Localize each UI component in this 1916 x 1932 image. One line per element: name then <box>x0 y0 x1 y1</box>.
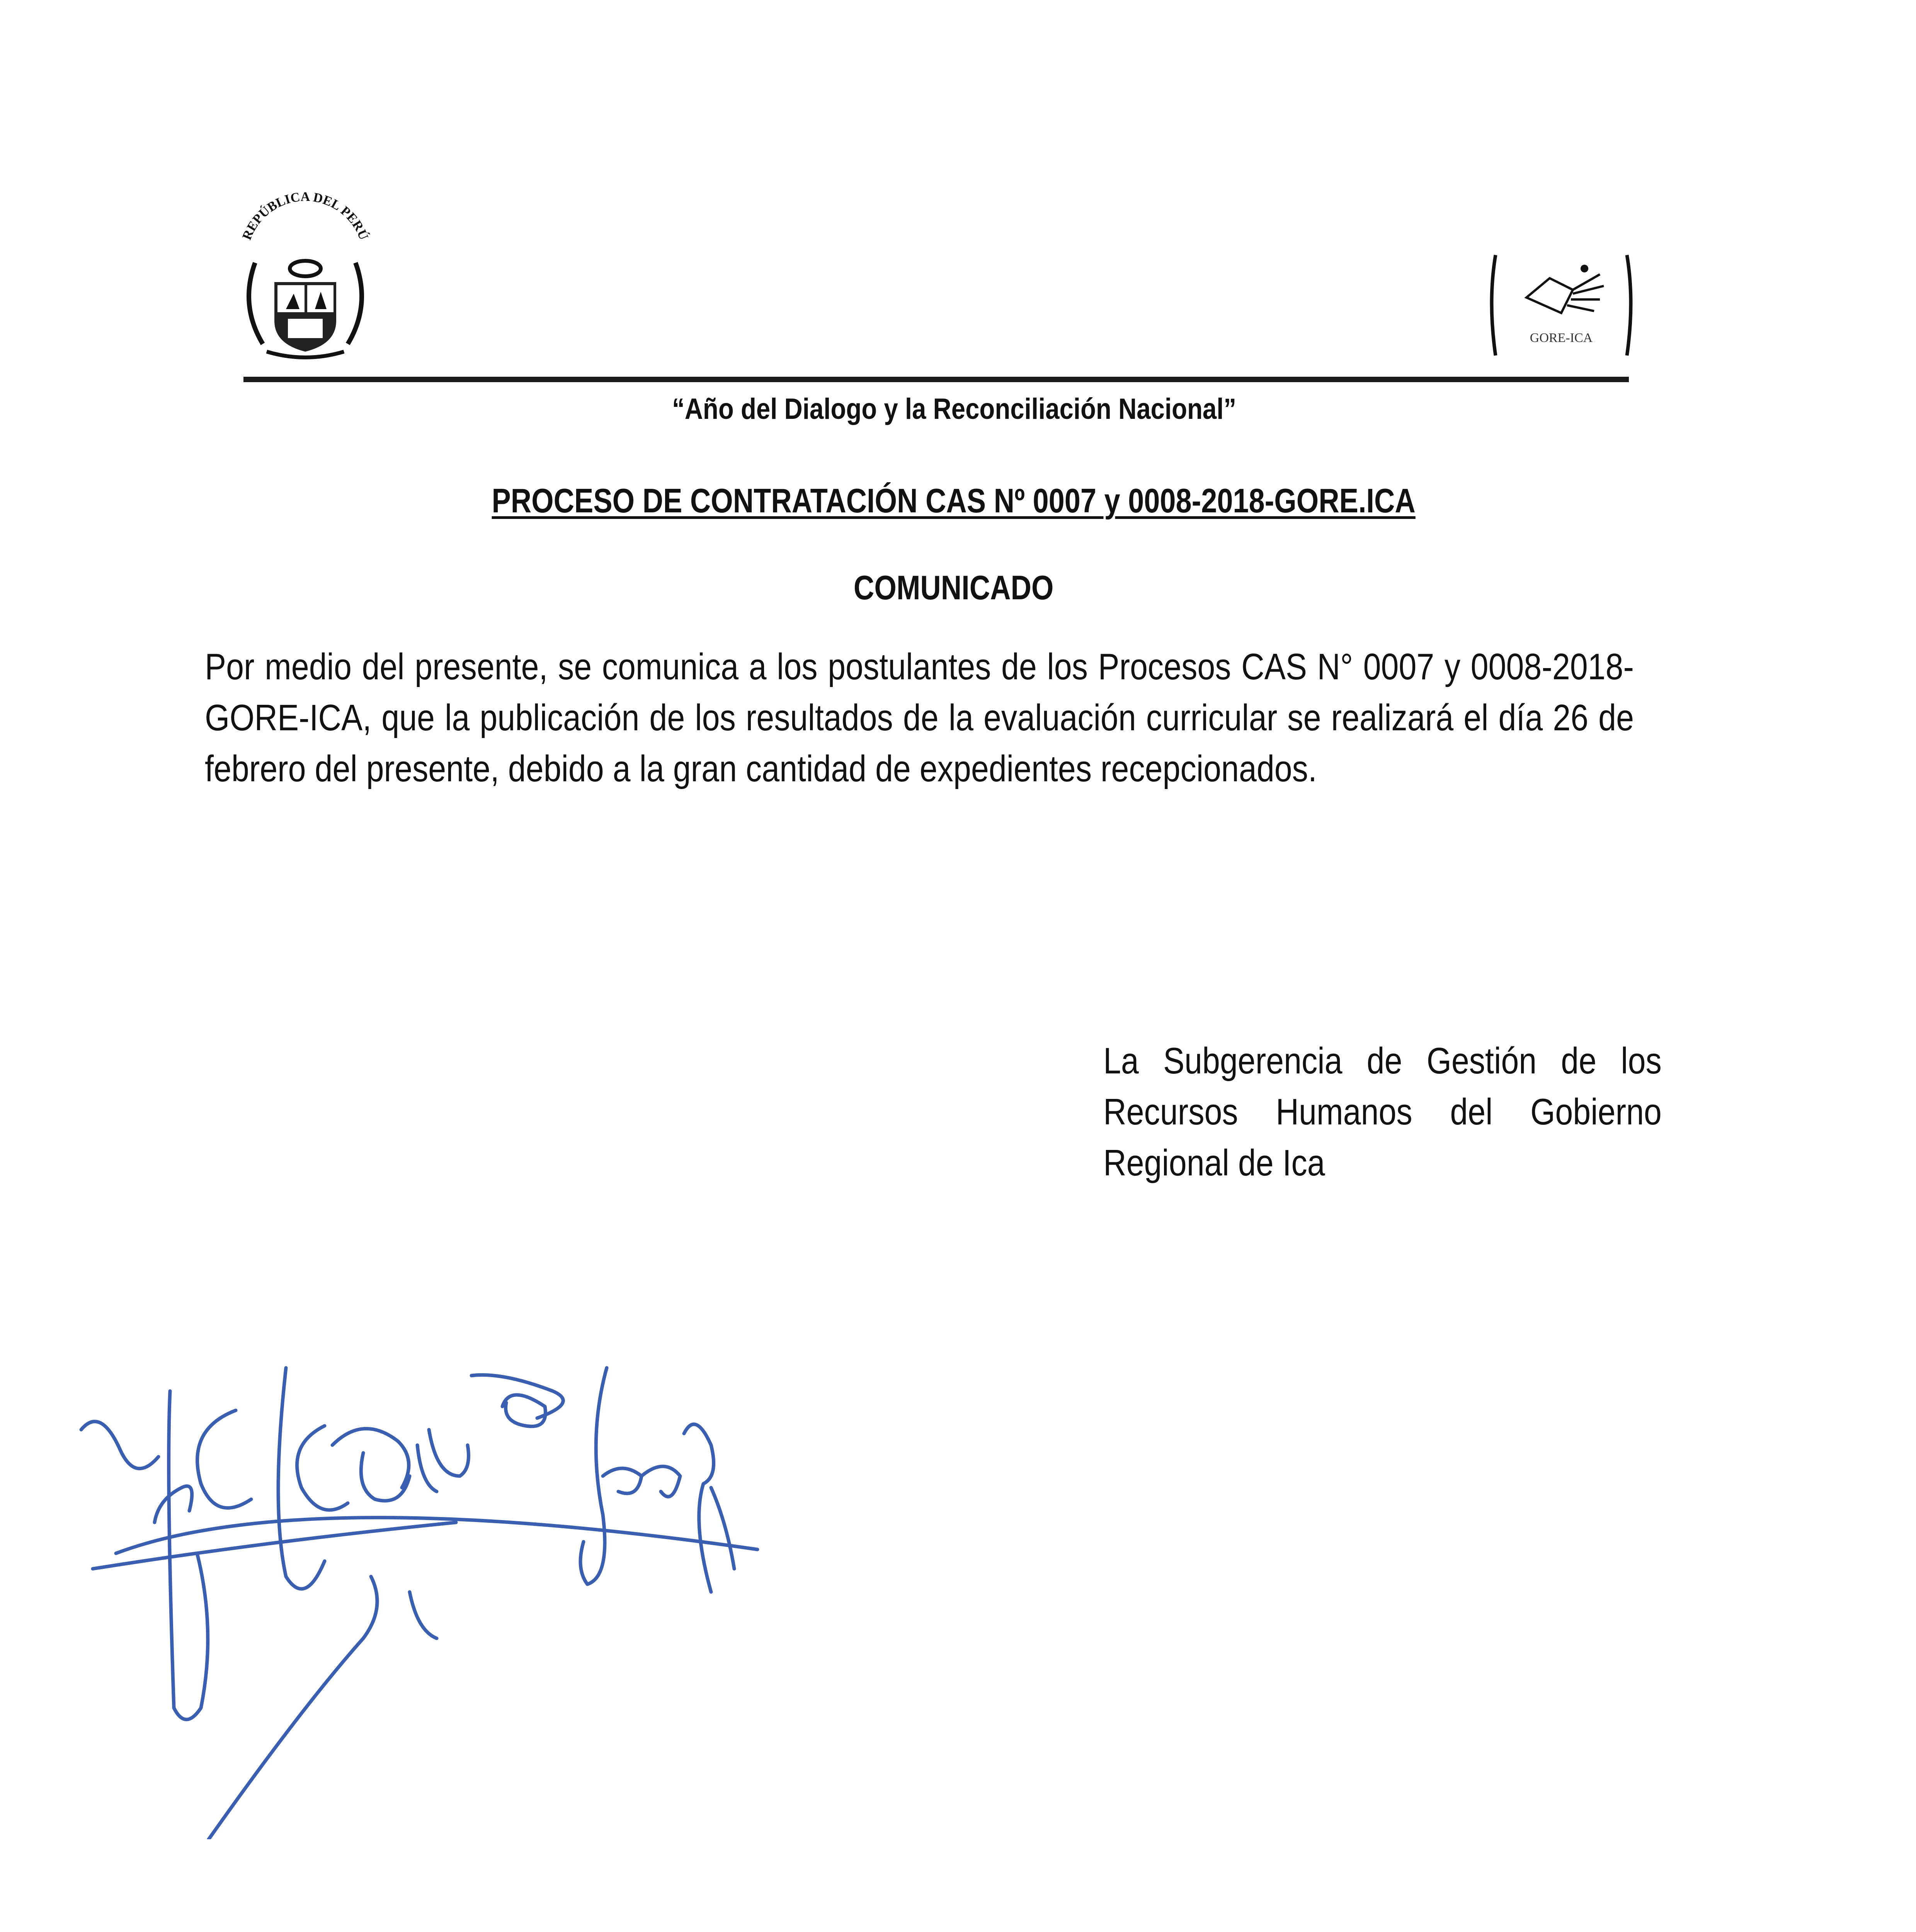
handwritten-signature <box>70 1360 792 1839</box>
peru-coat-of-arms-icon <box>232 182 379 363</box>
notice-body: Por medio del presente, se comunica a los postulantes de los Procesos CAS N° 0007 y 0008-2018-GORE-ICA, que la publicación de los resultados de la evaluación curricular se realizará el día 26 de febrero del presente, debido a la gran cantidad de expedientes recepcionados. <box>205 646 1634 789</box>
signature-line-1: La Subgerencia de Gestión de los <box>1103 1040 1662 1082</box>
year-motto: “Año del Dialogo y la Reconciliación Nacional” <box>672 393 1237 425</box>
header-divider <box>243 377 1629 382</box>
signature-line-2: Recursos Humanos del Gobierno <box>1103 1091 1662 1133</box>
notice-heading: COMUNICADO <box>853 568 1054 607</box>
signature-block <box>1103 1036 1662 1189</box>
logo-text: GORE-ICA <box>1530 331 1593 345</box>
svg-text:REPÚBLICA DEL PERÚ: REPÚBLICA DEL PERÚ <box>240 189 371 242</box>
document-title-text: PROCESO DE CONTRATACIÓN CAS Nº 0007 y 0008-2018-GORE.ICA <box>492 481 1416 520</box>
document-title <box>149 481 1758 520</box>
signature-line-3: Regional de Ica <box>1103 1142 1325 1184</box>
gore-ica-logo <box>1484 247 1639 363</box>
